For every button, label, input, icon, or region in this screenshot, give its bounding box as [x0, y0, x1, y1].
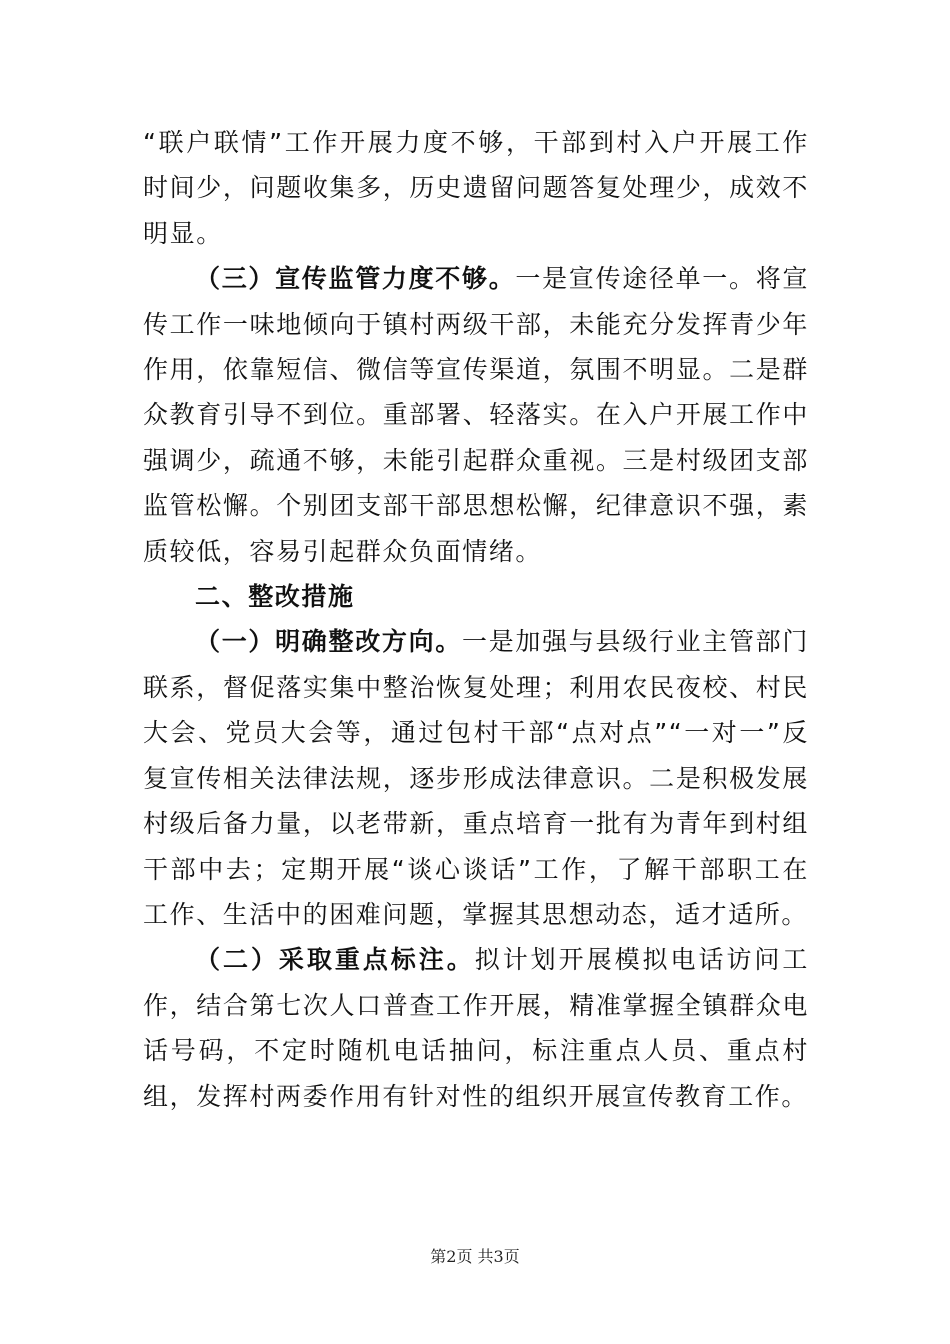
paragraph-lead: （一）明确整改方向。 [195, 627, 462, 657]
section-heading-rectification-measures: 二、整改措施 [195, 582, 355, 612]
paragraph-lead: （三）宣传监管力度不够。 [195, 264, 516, 294]
document-body [143, 120, 809, 1119]
paragraph-lead: （二）采取重点标注。 [195, 945, 475, 975]
page-footer: 第2页 共3页 [430, 1247, 520, 1266]
paragraph-text: 一是加强与县级行业主管部门联系，督促落实集中整治恢复处理；利用农民夜校、村民大会、党员大会等，通过包村干部“点对点”“一对一”反复宣传相关法律法规，逐步形成法律意识。二是积极发展村级后备力量，以老带新，重点培育一批有为青年到村组干部中去；定期开展“谈心谈话”工作，了解干部职工在工作、生活中的困难问题，掌握其思想动态，适才适所。 [143, 627, 809, 929]
paragraph-text: “联户联情”工作开展力度不够，干部到村入户开展工作时间少，问题收集多，历史遗留问题答复处理少，成效不明显。 [143, 128, 809, 248]
paragraph-text: 拟计划开展模拟电话访问工作，结合第七次人口普查工作开展，精准掌握全镇群众电话号码，不定时随机电话抽问，标注重点人员、重点村组，发挥村两委作用有针对性的组织开展宣传教育工作。 [143, 945, 809, 1111]
paragraph-publicity-supervision [143, 256, 809, 574]
paragraph-text: 一是宣传途径单一。将宣传工作一味地倾向于镇村两级干部，未能充分发挥青少年作用，依靠短信、微信等宣传渠道，氛围不明显。二是群众教育引导不到位。重部署、轻落实。在入户开展工作中强调少，疏通不够，未能引起群众重视。三是村级团支部监管松懈。个别团支部干部思想松懈，纪律意识不强，素质较低，容易引起群众负面情绪。 [143, 264, 810, 566]
paragraph-key-marking [143, 937, 809, 1119]
paragraph-continuation [143, 120, 809, 256]
paragraph-rectification-direction [143, 619, 809, 937]
